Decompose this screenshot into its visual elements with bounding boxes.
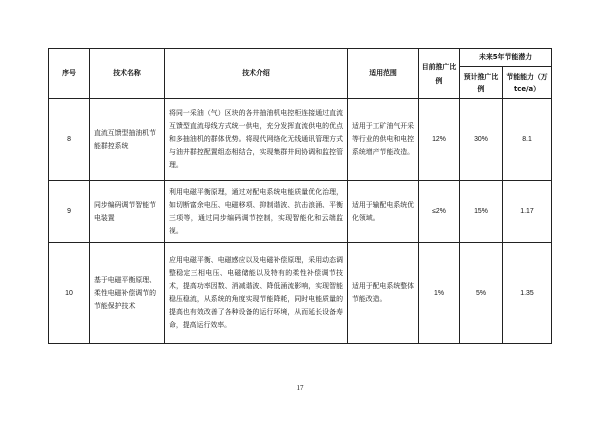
row-scope: 适用于输配电系统优化领域。 [348,181,419,243]
header-row [49,49,552,67]
row-tech-intro: 应用电磁平衡、电磁感应以及电磁补偿原理，采用动态调整稳定三相电压、电磁储能以及特有的柔性补偿调节技术，提高功率因数、消减谐波、降低涌流影响，实现智能稳压稳流，从系统的角度实现节能降耗，同时电能质量的提高也有效改善了各种设备的运行环境，从而延长设备寿命，提高运行效率。 [165,243,348,344]
row-expected-ratio: 15% [460,181,503,243]
header-intro: 技术介绍 [165,49,348,99]
row-expected-ratio: 5% [460,243,503,344]
page-number: 17 [296,384,304,392]
header-current-ratio: 目前推广比例 [419,49,460,99]
technology-table [48,48,552,344]
header-name: 技术名称 [90,49,165,99]
row-scope: 适用于工矿油气开采等行业的供电和电控系统增产节能改造。 [348,99,419,181]
table-row [49,243,552,344]
row-saving: 8.1 [503,99,552,181]
row-tech-intro: 利用电磁平衡原理，通过对配电系统电能质量优化治理，如切断富余电压、电磁移项、抑制谐波、抗击浪涌、平衡三项等，通过同步编码调节控制，实现智能化和云端监视。 [165,181,348,243]
row-current-ratio: ≤2% [419,181,460,243]
row-seq: 8 [49,99,90,181]
header-future-potential: 未来5年节能潜力 [460,49,552,67]
row-seq: 10 [49,243,90,344]
table-row [49,181,552,243]
header-saving-capacity: 节能能力（万 tce/a） [503,67,552,99]
header-scope: 适用范围 [348,49,419,99]
header-seq: 序号 [49,49,90,99]
row-expected-ratio: 30% [460,99,503,181]
row-tech-intro: 将同一采油（气）区块的各井抽油机电控柜连接通过直流互馈型直流母线方式统一供电，充分发挥直流供电的优点和多抽油机的群体优势。将现代网络化无线通讯管理方式与油井群控配置组态相结合，实现集群井间协调和监控管理。 [165,99,348,181]
row-tech-name: 基于电磁平衡原理、柔性电磁补偿调节的节能保护技术 [90,243,165,344]
row-saving: 1.35 [503,243,552,344]
table-row [49,99,552,181]
row-scope: 适用于配电系统整体节能改造。 [348,243,419,344]
row-seq: 9 [49,181,90,243]
row-tech-name: 直流互馈型抽油机节能群控系统 [90,99,165,181]
row-saving: 1.17 [503,181,552,243]
row-tech-name: 同步编码调节智能节电装置 [90,181,165,243]
row-current-ratio: 12% [419,99,460,181]
row-current-ratio: 1% [419,243,460,344]
header-expected-ratio: 预计推广比例 [460,67,503,99]
